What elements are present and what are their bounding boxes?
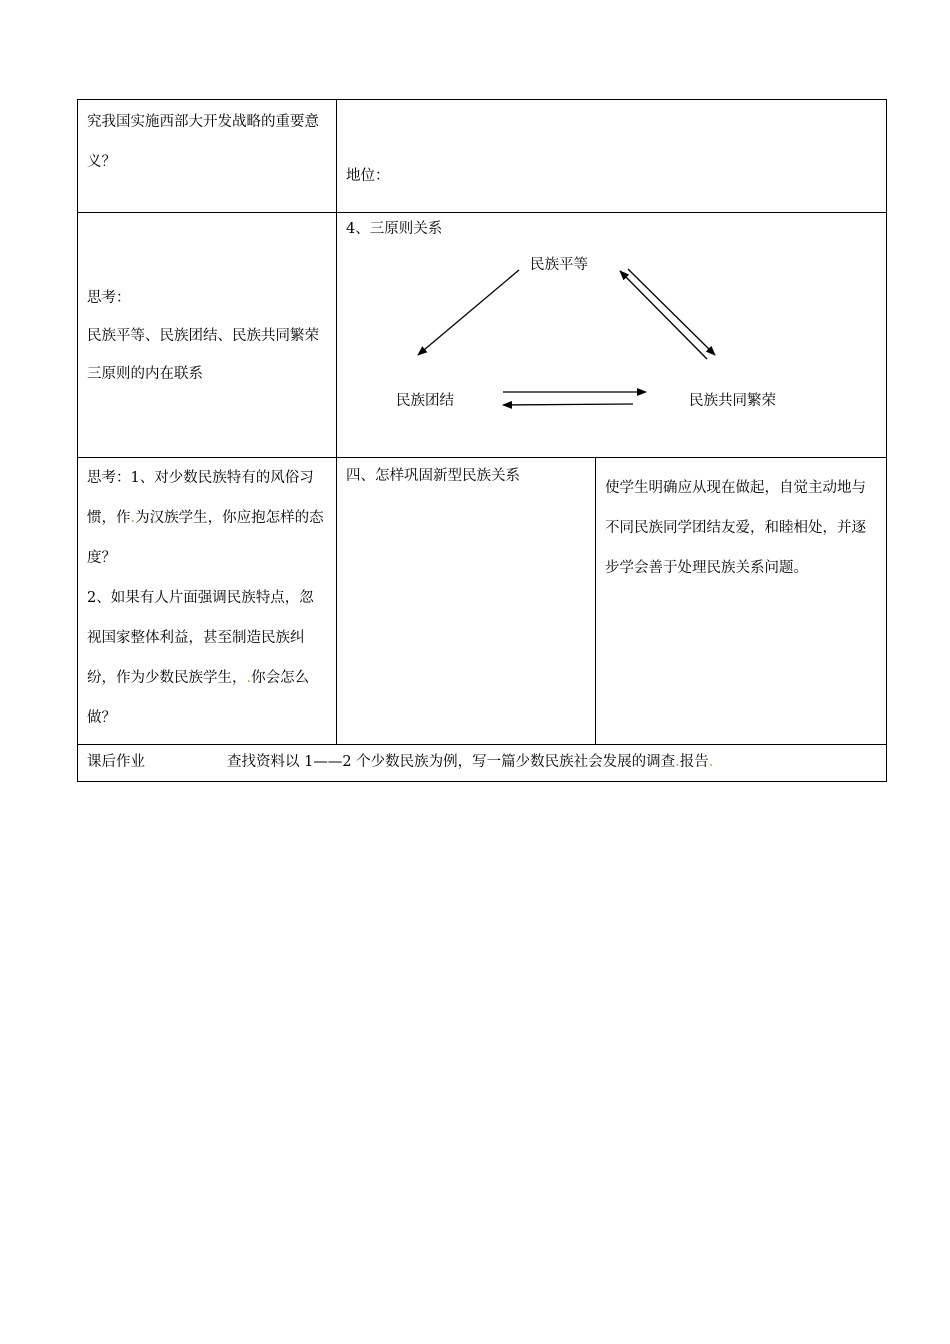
marker-dot: . bbox=[708, 754, 714, 770]
dispute-question-part-b: 你会怎么做？ bbox=[87, 670, 310, 726]
homework-task-part-b: 报告 bbox=[679, 754, 709, 770]
marker-dot: . bbox=[675, 754, 680, 770]
table-row bbox=[78, 213, 887, 458]
answer-cell bbox=[337, 100, 887, 213]
diagram-cell bbox=[337, 213, 887, 458]
node-ethnic-unity: 民族团结 bbox=[396, 393, 454, 409]
dispute-question bbox=[87, 578, 327, 738]
homework-label: 课后作业 bbox=[87, 754, 145, 770]
question-cell bbox=[78, 100, 337, 213]
principles-diagram bbox=[337, 213, 886, 457]
diagram-arrows bbox=[337, 213, 885, 457]
node-common-prosperity: 民族共同繁荣 bbox=[689, 393, 776, 409]
homework-task-part-a: 查找资料以 1——2 个少数民族为例，写一篇少数民族社会发展的调查 bbox=[227, 754, 676, 770]
arrow-prosperity-to-equality bbox=[620, 271, 707, 359]
arrow-prosperity-to-unity bbox=[503, 404, 633, 405]
think-text: 民族平等、民族团结、民族共同繁荣三原则的内在联系 bbox=[87, 328, 319, 382]
node-ethnic-equality: 民族平等 bbox=[530, 257, 588, 273]
marker-dot: . bbox=[246, 670, 252, 686]
think-label: 思考： bbox=[87, 290, 131, 306]
status-label: 地位： bbox=[346, 168, 390, 184]
western-development-question: 究我国实施西部大开发战略的重要意义？ bbox=[87, 114, 319, 170]
section-title: 四、怎样巩固新型民族关系 bbox=[346, 468, 520, 484]
diagram-title: 4、三原则关系 bbox=[346, 221, 443, 237]
custom-question-part-a: 思考：1、对少数民族特有的风俗习惯，作 bbox=[87, 470, 314, 526]
lesson-plan-table bbox=[77, 99, 887, 782]
teaching-goal: 使学生明确应从现在做起，自觉主动地与不同民族同学团结友爱，和睦相处，并逐步学会善于处理民族关系问题。 bbox=[605, 480, 866, 576]
custom-question-part-b: 为汉族学生，你应抱怎样的态度？ bbox=[87, 510, 324, 566]
section-cell bbox=[337, 458, 596, 745]
homework-cell bbox=[78, 745, 887, 782]
dispute-question-part-a: 2、如果有人片面强调民族特点，忽视国家整体利益，甚至制造民族纠纷，作为少数民族学生， bbox=[87, 590, 314, 686]
table-row bbox=[78, 100, 887, 213]
table-row bbox=[78, 458, 887, 745]
arrow-equality-to-unity bbox=[418, 270, 519, 355]
custom-question bbox=[87, 458, 327, 578]
table-row bbox=[78, 745, 887, 782]
question-cell bbox=[78, 458, 337, 745]
think-cell bbox=[78, 213, 337, 458]
arrow-equality-to-prosperity bbox=[628, 269, 715, 355]
marker-dot: . bbox=[130, 510, 136, 526]
goal-cell bbox=[596, 458, 887, 745]
